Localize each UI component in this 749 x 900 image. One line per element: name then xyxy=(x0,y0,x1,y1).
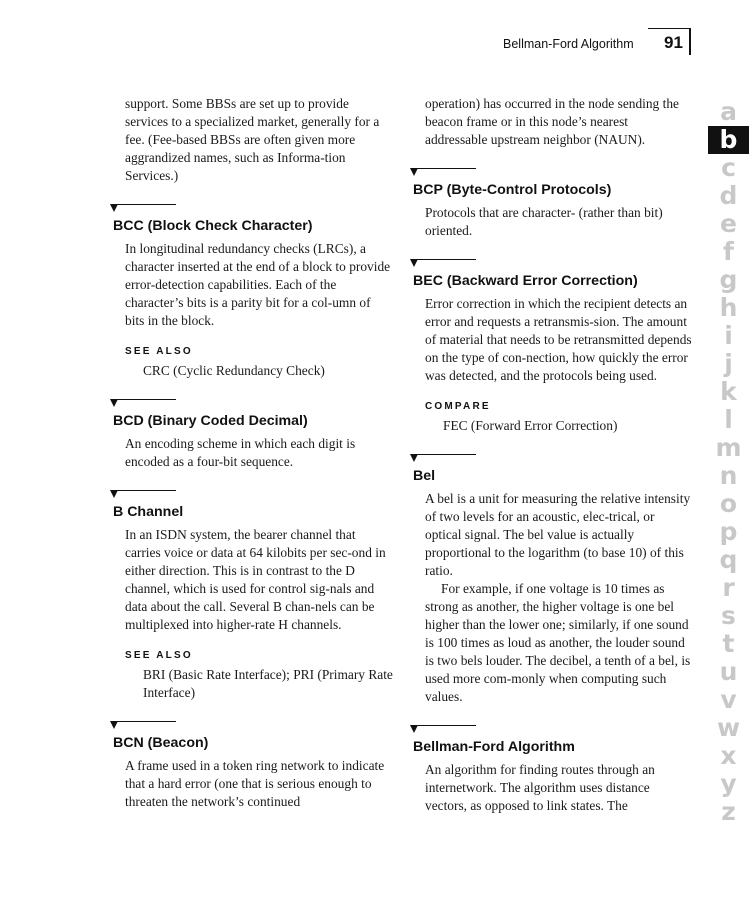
right-column xyxy=(413,95,693,815)
see-also-label: SEE ALSO xyxy=(125,346,193,357)
entry-marker xyxy=(113,201,393,215)
alphabet-tabs xyxy=(708,98,749,826)
alpha-tab-f[interactable]: f xyxy=(723,237,734,266)
entry-marker xyxy=(413,451,693,465)
alpha-tab-o[interactable]: o xyxy=(719,489,738,518)
entry-title: Bellman-Ford Algorithm xyxy=(413,739,575,755)
alpha-tab-c[interactable]: c xyxy=(721,153,736,182)
alpha-tab-v[interactable]: v xyxy=(720,685,737,714)
compare-label: COMPARE xyxy=(425,401,491,412)
alpha-tab-j[interactable]: j xyxy=(724,349,733,378)
alpha-tab-q[interactable]: q xyxy=(719,545,738,574)
continued-text: support. Some BBSs are set up to provide services to a specialized market, generally for a fee. (Fee-based BBSs are often given more aggrandized names, such as Informa-tion Services.) xyxy=(125,96,380,183)
entry-marker xyxy=(113,487,393,501)
alpha-tab-u[interactable]: u xyxy=(719,657,738,686)
entry-body: Protocols that are character- (rather than bit) oriented. xyxy=(425,205,663,238)
entry-marker xyxy=(413,165,693,179)
entry-title: B Channel xyxy=(113,504,184,520)
see-also-reference: BRI (Basic Rate Interface); PRI (Primary Rate Interface) xyxy=(143,667,393,700)
compare-reference: FEC (Forward Error Correction) xyxy=(443,418,618,433)
header-rule xyxy=(648,28,691,29)
glossary-entry-b-channel xyxy=(113,487,393,702)
entry-body: In an ISDN system, the bearer channel that carries voice or data at 64 kilobits per sec-ond in either direction. This is in contrast to the D channel, which is used for control sig-nals and data about the call. Several B chan-nels can be multiplexed into higher-rate H channels. xyxy=(125,527,386,632)
entry-title: BCP (Byte-Control Protocols) xyxy=(413,182,612,198)
alpha-tab-n[interactable]: n xyxy=(719,461,738,490)
alpha-tab-t[interactable]: t xyxy=(722,629,735,658)
entry-body: Error correction in which the recipient detects an error and requests a retransmis-sion. The amount of material that needs to be retransmitted depends on the type of con-nection, how quickly the error was detected, and the protocols being used. xyxy=(425,296,692,383)
entry-marker xyxy=(113,396,393,410)
glossary-entry-bcp xyxy=(413,165,693,240)
entry-title: BCN (Beacon) xyxy=(113,735,209,751)
entry-body: An algorithm for finding routes through an internetwork. The algorithm uses distance vectors, as opposed to link states. The xyxy=(425,762,655,813)
entry-marker xyxy=(413,722,693,736)
alpha-tab-i[interactable]: i xyxy=(724,321,733,350)
left-column xyxy=(113,95,393,811)
header-rule-vertical xyxy=(689,28,691,55)
alpha-tab-m[interactable]: m xyxy=(715,433,742,462)
continued-text: operation) has occurred in the node sending the beacon frame or in this node’s nearest addressable upstream neighbor (NAUN). xyxy=(425,96,679,147)
alpha-tab-b-active[interactable]: b xyxy=(708,126,749,154)
entry-title: BCC (Block Check Character) xyxy=(113,218,313,234)
alpha-tab-p[interactable]: p xyxy=(719,517,738,546)
alpha-tab-a[interactable]: a xyxy=(720,97,737,126)
alpha-tab-z[interactable]: z xyxy=(721,797,736,826)
entry-title: Bel xyxy=(413,468,436,484)
alpha-tab-d[interactable]: d xyxy=(719,181,738,210)
alpha-tab-x[interactable]: x xyxy=(720,741,737,770)
entry-title: BCD (Binary Coded Decimal) xyxy=(113,413,308,429)
alpha-tab-w[interactable]: w xyxy=(716,713,741,742)
entry-marker xyxy=(413,256,693,270)
see-also-reference: CRC (Cyclic Redundancy Check) xyxy=(143,363,325,378)
page-number: 91 xyxy=(664,33,683,52)
entry-body: In longitudinal redundancy checks (LRCs), a character inserted at the end of a block to provide error-detection capabilities. Each of the character’s bits is a parity bit for a col-umn of bits in the block. xyxy=(125,241,391,328)
entry-body: A frame used in a token ring network to indicate that a hard error (one that is serious enough to threaten the network’s continued xyxy=(125,758,385,809)
glossary-entry-bec xyxy=(413,256,693,435)
alpha-tab-l[interactable]: l xyxy=(724,405,733,434)
entry-marker xyxy=(113,718,393,732)
alpha-tab-y[interactable]: y xyxy=(720,769,737,798)
alpha-tab-e[interactable]: e xyxy=(720,209,737,238)
glossary-entry-bcn xyxy=(113,718,393,811)
entry-body-paragraph-2: For example, if one voltage is 10 times as strong as another, the higher voltage is one bel higher than the lower one; similarly, if one sound is 100 times as loud as another, the louder sound is two bels louder. The decibel, a tenth of a bel, is used more com-monly when computing such values. xyxy=(425,581,691,704)
running-head-title: Bellman-Ford Algorithm xyxy=(503,37,634,51)
alpha-tab-s[interactable]: s xyxy=(721,601,736,630)
alpha-tab-g[interactable]: g xyxy=(719,265,738,294)
glossary-entry-bellman-ford xyxy=(413,722,693,815)
alpha-tab-k[interactable]: k xyxy=(720,377,737,406)
entry-title: BEC (Backward Error Correction) xyxy=(413,273,638,289)
glossary-entry-bel xyxy=(413,451,693,706)
see-also-label: SEE ALSO xyxy=(125,650,193,661)
entry-body: A bel is a unit for measuring the relative intensity of two levels for an acoustic, elec-trical, or optical signal. The bel value is actually proportional to the logarithm (to base 10) of this ratio. xyxy=(425,491,691,578)
entry-body: An encoding scheme in which each digit is encoded as a four-bit sequence. xyxy=(125,436,356,469)
alpha-tab-r[interactable]: r xyxy=(722,573,735,602)
alpha-tab-h[interactable]: h xyxy=(719,293,738,322)
glossary-entry-bcc xyxy=(113,201,393,380)
glossary-entry-bcd xyxy=(113,396,393,471)
